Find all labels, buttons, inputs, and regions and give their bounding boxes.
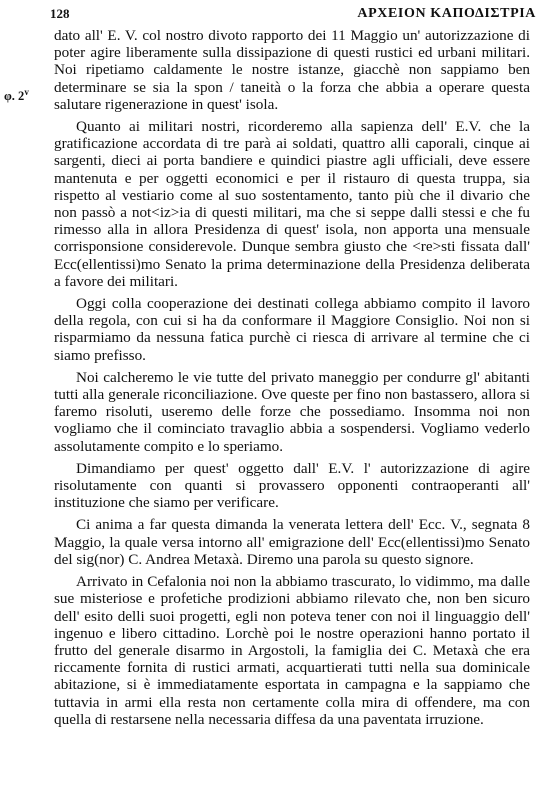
- body-text: [54, 27, 530, 733]
- page-number: 128: [50, 6, 70, 21]
- paragraph-1: dato all' E. V. col nostro divoto rapporto dei 11 Maggio un' autorizzazione di poter agire liberamente sulla dissipazione di questi rustici ed urbani militari. Noi ripetiamo caldamente le nostre istanze, giacchè non sappiamo ben determinare se sia la spon / taneità o la forza che abbia a operare questa salutare rigenerazione in quest' isola.: [54, 27, 530, 113]
- paragraph-2: Quanto ai militari nostri, ricorderemo alla sapienza dell' E.V. che la gratificazione accordata di tre parà ai soldati, quattro alli caporali, cinque ai sargenti, dieci ai porta bandiere e quindici piastre agli ufficiali, deve essere mantenuta e per oggetti economici e per il ristauro di questa truppa, sia rispetto al vestiario come al suo sostentamento, tanto più che il divario che non passò a not<iz>ia di questi militari, ma che si seppe dalli stessi e che fu rimesso alla in allora Presidenza di quest' isola, non apporta una mensuale corrisponsione considerevole. Dunque sembra giusto che <re>sti fissata dall' Ecc(ellentissi)mo Senato la prima determinazione della Presidenza deliberata a favore dei militari.: [54, 118, 530, 290]
- page-header: [50, 6, 536, 28]
- folio-margin-note: [4, 87, 29, 104]
- running-title: ΑΡΧΕΙΟΝ ΚΑΠΟΔΙΣΤΡΙΑ: [357, 6, 536, 21]
- folio-superscript: v: [24, 87, 29, 97]
- paragraph-5: Dimandiamo per quest' oggetto dall' E.V. l' autorizzazione di agire risolutamente con quanti si provassero opponenti contraoperanti all' instituzione che siamo per verificare.: [54, 459, 530, 512]
- paragraph-4: Noi calcheremo le vie tutte del privato maneggio per condurre gl' abitanti tutti alla generale riconciliazione. Ove queste per fino non bastassero, allora si faremo risoluti, useremo delle forze che possediamo. Insomma noi non vogliamo che il cominciato travaglio abbia a sospendersi. Vogliamo vederlo assolutamente compito e lo speriamo.: [54, 368, 530, 455]
- folio-label: φ. 2: [4, 89, 25, 104]
- paragraph-7: Arrivato in Cefalonia noi non la abbiamo trascurato, lo vidimmo, ma dalle sue misteriose e profetiche prodizioni abbiamo rilevato che, non ben sicuro dell' esito delli suoi progetti, egli non poteva tener con noi il linguaggio dell' ingenuo e libero cittadino. Lorchè poi le nostre operazioni hanno portato il frutto del generale disarmo in Argostoli, la famiglia dei C. Metaxà che era riccamente fornita di rustici armati, acquartierati tutti nella sua dominicale abitazione, si è immediatamente esportata in campagna e la sappiamo che tuttavia in armi ella resta non certamente colla mira di offendere, ma con quella di restarsene nella necessaria diffesa da una paventata irruzione.: [54, 573, 530, 728]
- paragraph-6: Ci anima a far questa dimanda la venerata lettera dell' Ecc. V., segnata 8 Maggio, la quale versa intorno all' emigrazione dell' Ecc(ellentissi)mo Senato del sig(nor) C. Andrea Metaxà. Diremo una parola su questo signore.: [54, 516, 530, 568]
- paragraph-3: Oggi colla cooperazione dei destinati collega abbiamo compito il lavoro della regola, con cui si ha da conformare il Maggiore Consiglio. Noi non si risparmiamo da nessuna fatica purchè ci riesca di arrivare al termine che ci siamo prefisso.: [54, 295, 530, 364]
